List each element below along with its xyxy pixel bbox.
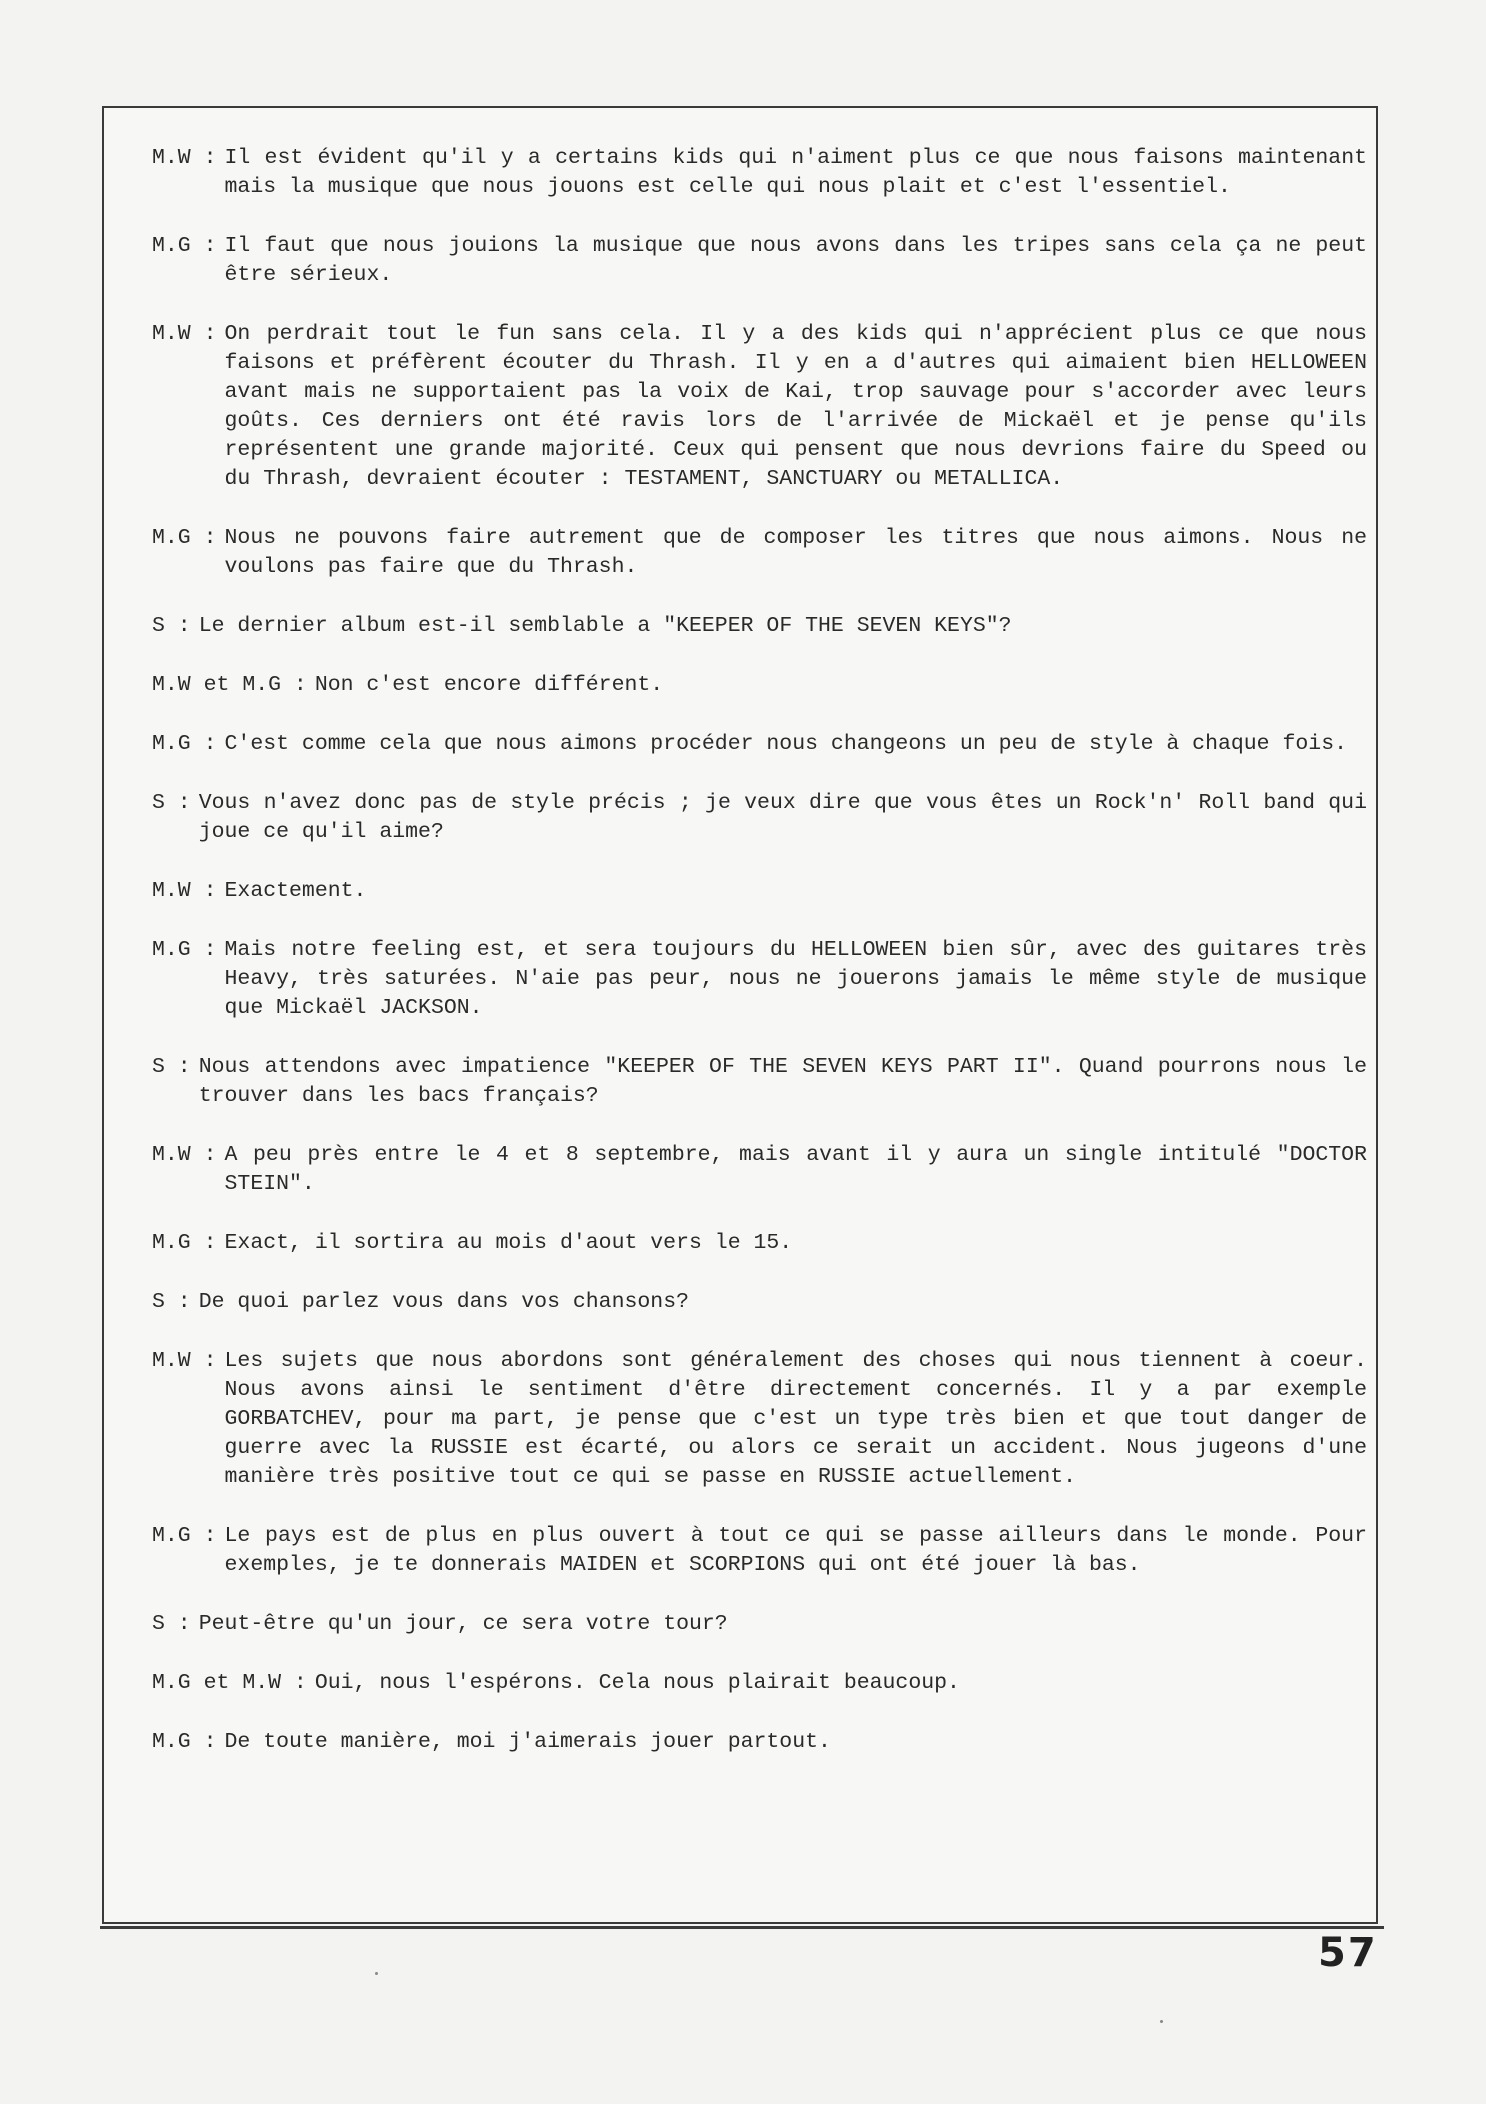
speaker-label: M.G : (152, 526, 217, 550)
interview-entry (152, 671, 1367, 700)
entry-text: Nous ne pouvons faire autrement que de composer les titres que nous aimons. Nous ne voulons pas faire que du Thrash. (224, 526, 1367, 579)
entry-text: Vous n'avez donc pas de style précis ; je veux dire que vous êtes un Rock'n' Roll band qui joue ce qu'il aime? (198, 791, 1367, 844)
speaker-label: M.G : (152, 938, 217, 962)
interview-entry (152, 789, 1367, 847)
entry-text: Non c'est encore différent. (314, 673, 664, 697)
entry-text: Le pays est de plus en plus ouvert à tout ce qui se passe ailleurs dans le monde. Pour exemples, je te donnerais MAIDEN et SCORPIONS qui ont été jouer là bas. (224, 1524, 1367, 1577)
page-number: 57 (1318, 1930, 1378, 1976)
interview-entry (152, 1728, 1367, 1757)
interview-entry (152, 936, 1367, 1023)
interview-entry (152, 877, 1367, 906)
speaker-label: M.W : (152, 1143, 217, 1167)
print-speck (375, 1972, 378, 1975)
speaker-label: M.G : (152, 1524, 217, 1548)
entry-text: Nous attendons avec impatience "KEEPER OF THE SEVEN KEYS PART II". Quand pourrons nous le trouver dans les bacs français? (198, 1055, 1367, 1108)
frame-bottom-rule (100, 1926, 1384, 1929)
interview-entry (152, 320, 1367, 494)
interview-entry (152, 730, 1367, 759)
speaker-label: S : (152, 614, 191, 638)
entry-text: Oui, nous l'espérons. Cela nous plairait beaucoup. (314, 1671, 960, 1695)
speaker-label: S : (152, 1290, 191, 1314)
interview-entry (152, 1288, 1367, 1317)
interview-entry (152, 612, 1367, 641)
entry-text: A peu près entre le 4 et 8 septembre, mais avant il y aura un single intitulé "DOCTOR STEIN". (224, 1143, 1367, 1196)
speaker-label: M.W : (152, 146, 217, 170)
interview-entry (152, 1669, 1367, 1698)
print-speck (1160, 2020, 1163, 2023)
speaker-label: M.W et M.G : (152, 673, 307, 697)
interview-transcript (152, 144, 1367, 1787)
speaker-label: M.G : (152, 732, 217, 756)
speaker-label: S : (152, 791, 191, 815)
speaker-label: M.G : (152, 1231, 217, 1255)
interview-entry (152, 1229, 1367, 1258)
entry-text: Mais notre feeling est, et sera toujours du HELLOWEEN bien sûr, avec des guitares très Heavy, très saturées. N'aie pas peur, nous ne jouerons jamais le même style de musique que Mickaël JACKSON. (224, 938, 1367, 1020)
entry-text: Exact, il sortira au mois d'aout vers le 15. (224, 1231, 793, 1255)
interview-entry (152, 1347, 1367, 1492)
interview-entry (152, 524, 1367, 582)
interview-entry (152, 1610, 1367, 1639)
speaker-label: M.W : (152, 322, 217, 346)
entry-text: Il faut que nous jouions la musique que nous avons dans les tripes sans cela ça ne peut être sérieux. (224, 234, 1367, 287)
entry-text: De toute manière, moi j'aimerais jouer partout. (224, 1730, 831, 1754)
interview-entry (152, 1053, 1367, 1111)
entry-text: C'est comme cela que nous aimons procéder nous changeons un peu de style à chaque fois. (224, 732, 1347, 756)
interview-entry (152, 1141, 1367, 1199)
entry-text: Exactement. (224, 879, 367, 903)
article-frame (102, 106, 1378, 1924)
speaker-label: M.G : (152, 234, 217, 258)
entry-text: On perdrait tout le fun sans cela. Il y a des kids qui n'apprécient plus ce que nous faisons et préfèrent écouter du Thrash. Il y en a d'autres qui aimaient bien HELLOWEEN avant mais ne supportaient pas la voix de Kai, trop sauvage pour s'accorder avec leurs goûts. Ces derniers ont été ravis lors de l'arrivée de Mickaël et je pense qu'ils représentent une grande majorité. Ceux qui pensent que nous devrions faire du Speed ou du Thrash, devraient écouter : TESTAMENT, SANCTUARY ou METALLICA. (224, 322, 1367, 491)
interview-entry (152, 232, 1367, 290)
entry-text: Il est évident qu'il y a certains kids qui n'aiment plus ce que nous faisons maintenant mais la musique que nous jouons est celle qui nous plait et c'est l'essentiel. (224, 146, 1367, 199)
speaker-label: M.W : (152, 1349, 217, 1373)
speaker-label: S : (152, 1055, 191, 1079)
speaker-label: M.G et M.W : (152, 1671, 307, 1695)
interview-entry (152, 1522, 1367, 1580)
entry-text: Les sujets que nous abordons sont généralement des choses qui nous tiennent à coeur. Nous avons ainsi le sentiment d'être directement concernés. Il y a par exemple GORBATCHEV, pour ma part, je pense que c'est un type très bien et que tout danger de guerre avec la RUSSIE est écarté, ou alors ce serait un accident. Nous jugeons d'une manière très positive tout ce qui se passe en RUSSIE actuellement. (224, 1349, 1367, 1489)
entry-text: De quoi parlez vous dans vos chansons? (198, 1290, 689, 1314)
entry-text: Le dernier album est-il semblable a "KEEPER OF THE SEVEN KEYS"? (198, 614, 1012, 638)
speaker-label: M.G : (152, 1730, 217, 1754)
interview-entry (152, 144, 1367, 202)
speaker-label: M.W : (152, 879, 217, 903)
speaker-label: S : (152, 1612, 191, 1636)
entry-text: Peut-être qu'un jour, ce sera votre tour? (198, 1612, 728, 1636)
